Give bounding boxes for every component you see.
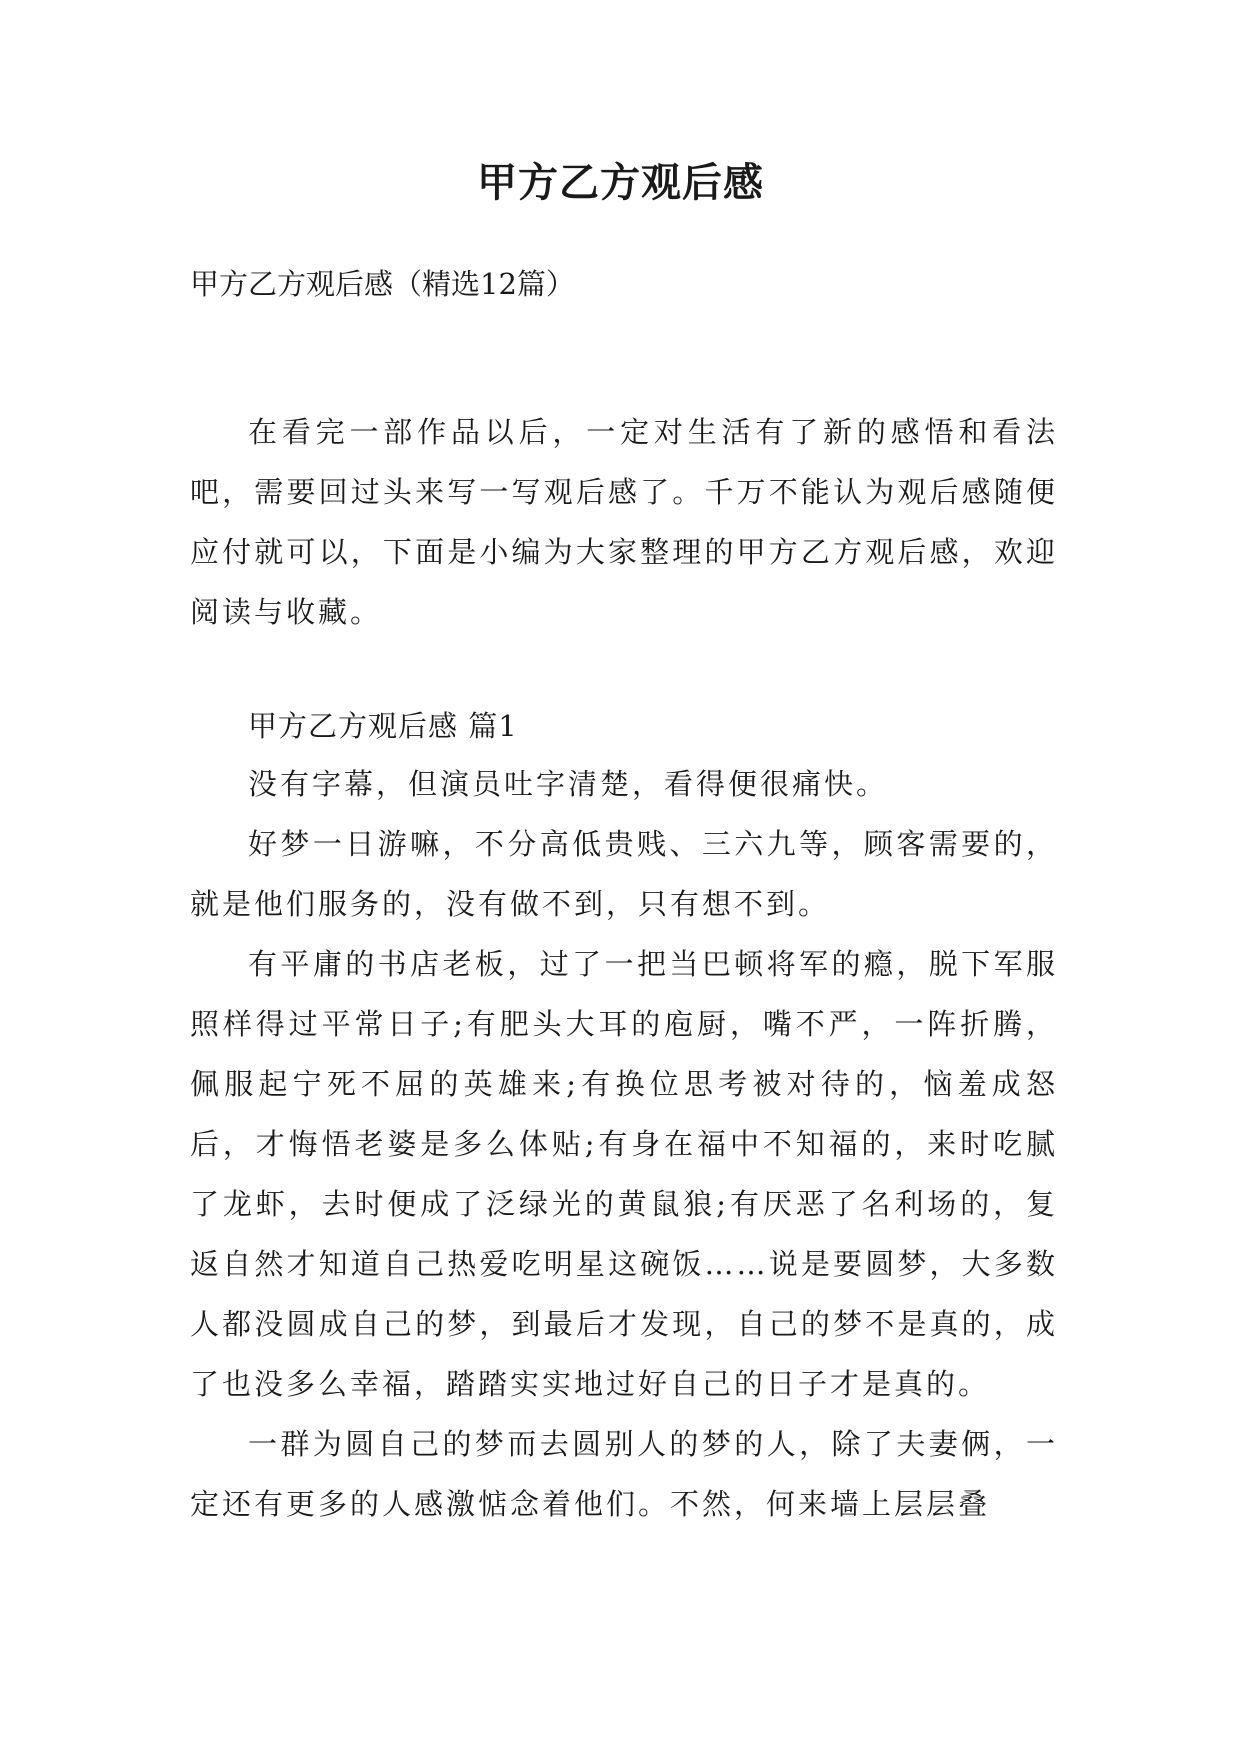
document-title: 甲方乙方观后感 [477, 159, 764, 206]
section-heading: 甲方乙方观后感 篇1 [248, 709, 518, 743]
section-body [190, 754, 1058, 1534]
body-paragraph: 好梦一日游嘛，不分高低贵贱、三六九等，顾客需要的，就是他们服务的，没有做不到，只有想不到。 [190, 827, 1058, 921]
body-paragraph: 没有字幕，但演员吐字清楚，看得便很痛快。 [248, 767, 889, 801]
intro-paragraph: 在看完一部作品以后，一定对生活有了新的感悟和看法吧，需要回过头来写一写观后感了。千万不能认为观后感随便应付就可以，下面是小编为大家整理的甲方乙方观后感，欢迎阅读与收藏。 [190, 415, 1058, 629]
intro-block [190, 402, 1058, 642]
body-paragraph: 一群为圆自己的梦而去圆别人的梦的人，除了夫妻俩，一定还有更多的人感激惦念着他们。不然，何来墙上层层叠 [190, 1427, 1058, 1521]
document-subtitle: 甲方乙方观后感（精选12篇） [190, 267, 575, 301]
body-paragraph: 有平庸的书店老板，过了一把当巴顿将军的瘾，脱下军服照样得过平常日子;有肥头大耳的庖厨，嘴不严，一阵折腾，佩服起宁死不屈的英雄来;有换位思考被对待的，恼羞成怒后，才悔悟老婆是多么体贴;有身在福中不知福的，来时吃腻了龙虾，去时便成了泛绿光的黄鼠狼;有厌恶了名利场的，复返自然才知道自己热爱吃明星这碗饭……说是要圆梦，大多数人都没圆成自己的梦，到最后才发现，自己的梦不是真的，成了也没多么幸福，踏踏实实地过好自己的日子才是真的。 [190, 947, 1058, 1401]
